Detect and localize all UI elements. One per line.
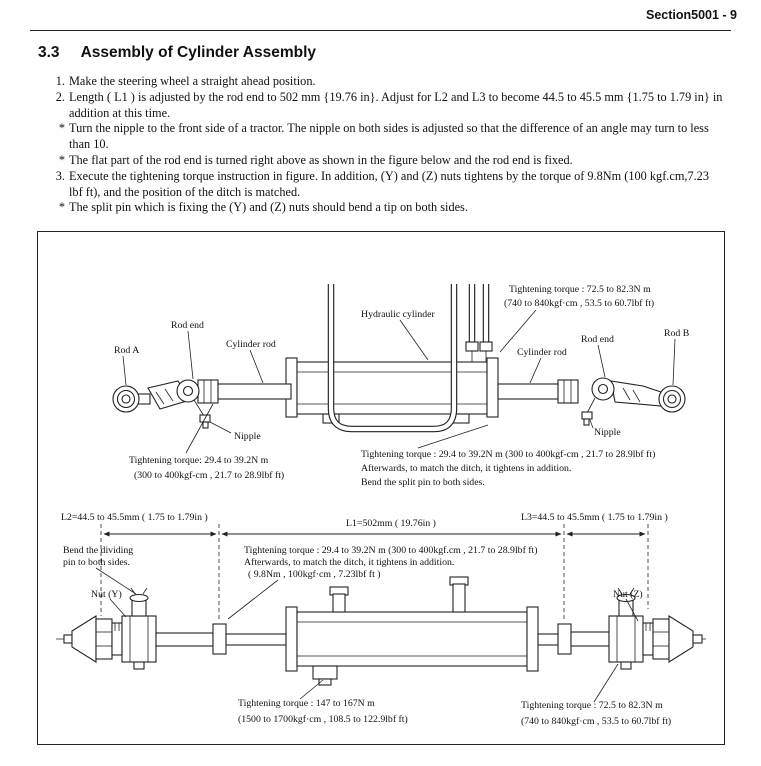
label-bend-pin-2: pin to both sides. [63,557,130,568]
list-text: The split pin which is fixing the (Y) and (Z) nuts should bend a tip on both sides. [69,200,468,215]
label-bend-pin-1: Bend the dividing [63,545,134,556]
figure-box [37,231,725,745]
label-torque-lower-left-2: (1500 to 1700kgf·cm , 108.5 to 122.9lbf ft) [238,714,408,725]
section-title-number: 3.3 [38,44,60,61]
list-item [52,74,724,90]
list-item [52,90,724,122]
label-torque-mid-1: Tightening torque : 29.4 to 39.2N m (300 to 400kgf.cm , 21.7 to 28.9lbf ft) [244,545,538,556]
right-rod-drawing [538,624,609,654]
label-nipple-right: Nipple [594,427,621,438]
header-rule [30,30,731,31]
list-text: Make the steering wheel a straight ahead position. [69,74,316,88]
label-nut-z: Nut (Z) [613,589,643,600]
label-dim-l1: L1=502mm ( 19.76in ) [346,518,436,529]
label-cylinder-rod-right: Cylinder rod [517,347,567,358]
list-marker: * [58,121,65,136]
right-nipple-drawing [582,398,595,425]
right-rod-end-drawing [498,378,685,412]
label-cylinder-rod-left: Cylinder rod [226,339,276,350]
section-title-text: Assembly of Cylinder Assembly [80,44,317,61]
label-rod-b: Rod B [664,328,690,339]
label-hydraulic-cylinder: Hydraulic cylinder [361,309,435,320]
label-dim-l2: L2=44.5 to 45.5mm ( 1.75 to 1.79in ) [61,512,208,523]
hydraulic-cylinder-drawing [286,358,498,423]
list-marker: 1. [55,74,65,88]
label-torque-upper-right-1: Tightening torque : 72.5 to 82.3N m [509,284,651,295]
list-item [52,200,724,216]
label-torque-lower-right-2: (740 to 840kgf·cm , 53.5 to 60.7lbf ft) [521,716,672,727]
instruction-list [52,74,724,216]
list-text: The flat part of the rod end is turned right above as shown in the figure below and the rod end is fixed. [69,152,573,167]
list-item [52,121,724,153]
list-marker: 2. [55,89,65,104]
list-text: Execute the tightening torque instruction in figure. In addition, (Y) and (Z) nuts tightens by the torque of 9.8Nm (100 kgf.cm,7.23 lbf ft), and the position of the ditch is matched. [69,168,709,199]
cylinder-drawing [286,577,538,685]
label-torque-lower-mid-1: Tightening torque : 29.4 to 39.2N m (300 to 400kgf-cm , 21.7 to 28.9lbf ft) [361,449,656,460]
label-torque-mid-3: ( 9.8Nm , 100kgf·cm , 7.23lbf ft ) [248,569,381,580]
top-assembly-diagram [38,232,724,504]
label-torque-lower-left-2: (300 to 400kgf-cm , 21.7 to 28.9lbf ft) [134,470,285,481]
label-nut-y: Nut (Y) [91,589,122,600]
label-rod-end-right: Rod end [581,334,614,345]
left-rod-end-drawing [113,380,291,412]
label-torque-lower-mid-3: Bend the split pin to both sides. [361,477,485,488]
bottom-assembly-diagram [38,504,724,744]
label-torque-lower-right-1: Tightening torque : 72.5 to 82.3N m [521,700,663,711]
section-title [38,44,316,62]
left-tie-rod-end-drawing [64,588,156,669]
list-marker: 3. [55,168,65,183]
list-item [52,169,724,201]
label-nipple-left: Nipple [234,431,261,442]
label-torque-lower-left-1: Tightening torque : 147 to 167N m [238,698,375,709]
list-marker: * [58,152,65,167]
label-dim-l3: L3=44.5 to 45.5mm ( 1.75 to 1.79in ) [521,512,668,523]
right-tie-rod-end-drawing [609,588,702,669]
section-page-number: Section5001 - 9 [645,8,737,22]
label-torque-mid-2: Afterwards, to match the ditch, it tightens in addition. [244,557,455,568]
label-rod-end-left: Rod end [171,320,204,331]
list-text: Length ( L1 ) is adjusted by the rod end to 502 mm {19.76 in}. Adjust for L2 and L3 to become 44.5 to 45.5 mm {1.75 to 1.79 in} in addition at this time. [69,89,723,120]
left-rod-drawing [156,624,286,654]
label-rod-a: Rod A [114,345,140,356]
list-item [52,153,724,169]
label-torque-upper-right-2: (740 to 840kgf·cm , 53.5 to 60.7lbf ft) [504,298,655,309]
label-torque-lower-mid-2: Afterwards, to match the ditch, it tightens in addition. [361,463,572,474]
label-torque-lower-left-1: Tightening torque: 29.4 to 39.2N m [129,455,269,466]
list-marker: * [58,200,65,215]
list-text: Turn the nipple to the front side of a tractor. The nipple on both sides is adjusted so that the difference of an angle may turn to less than 10. [69,121,709,152]
